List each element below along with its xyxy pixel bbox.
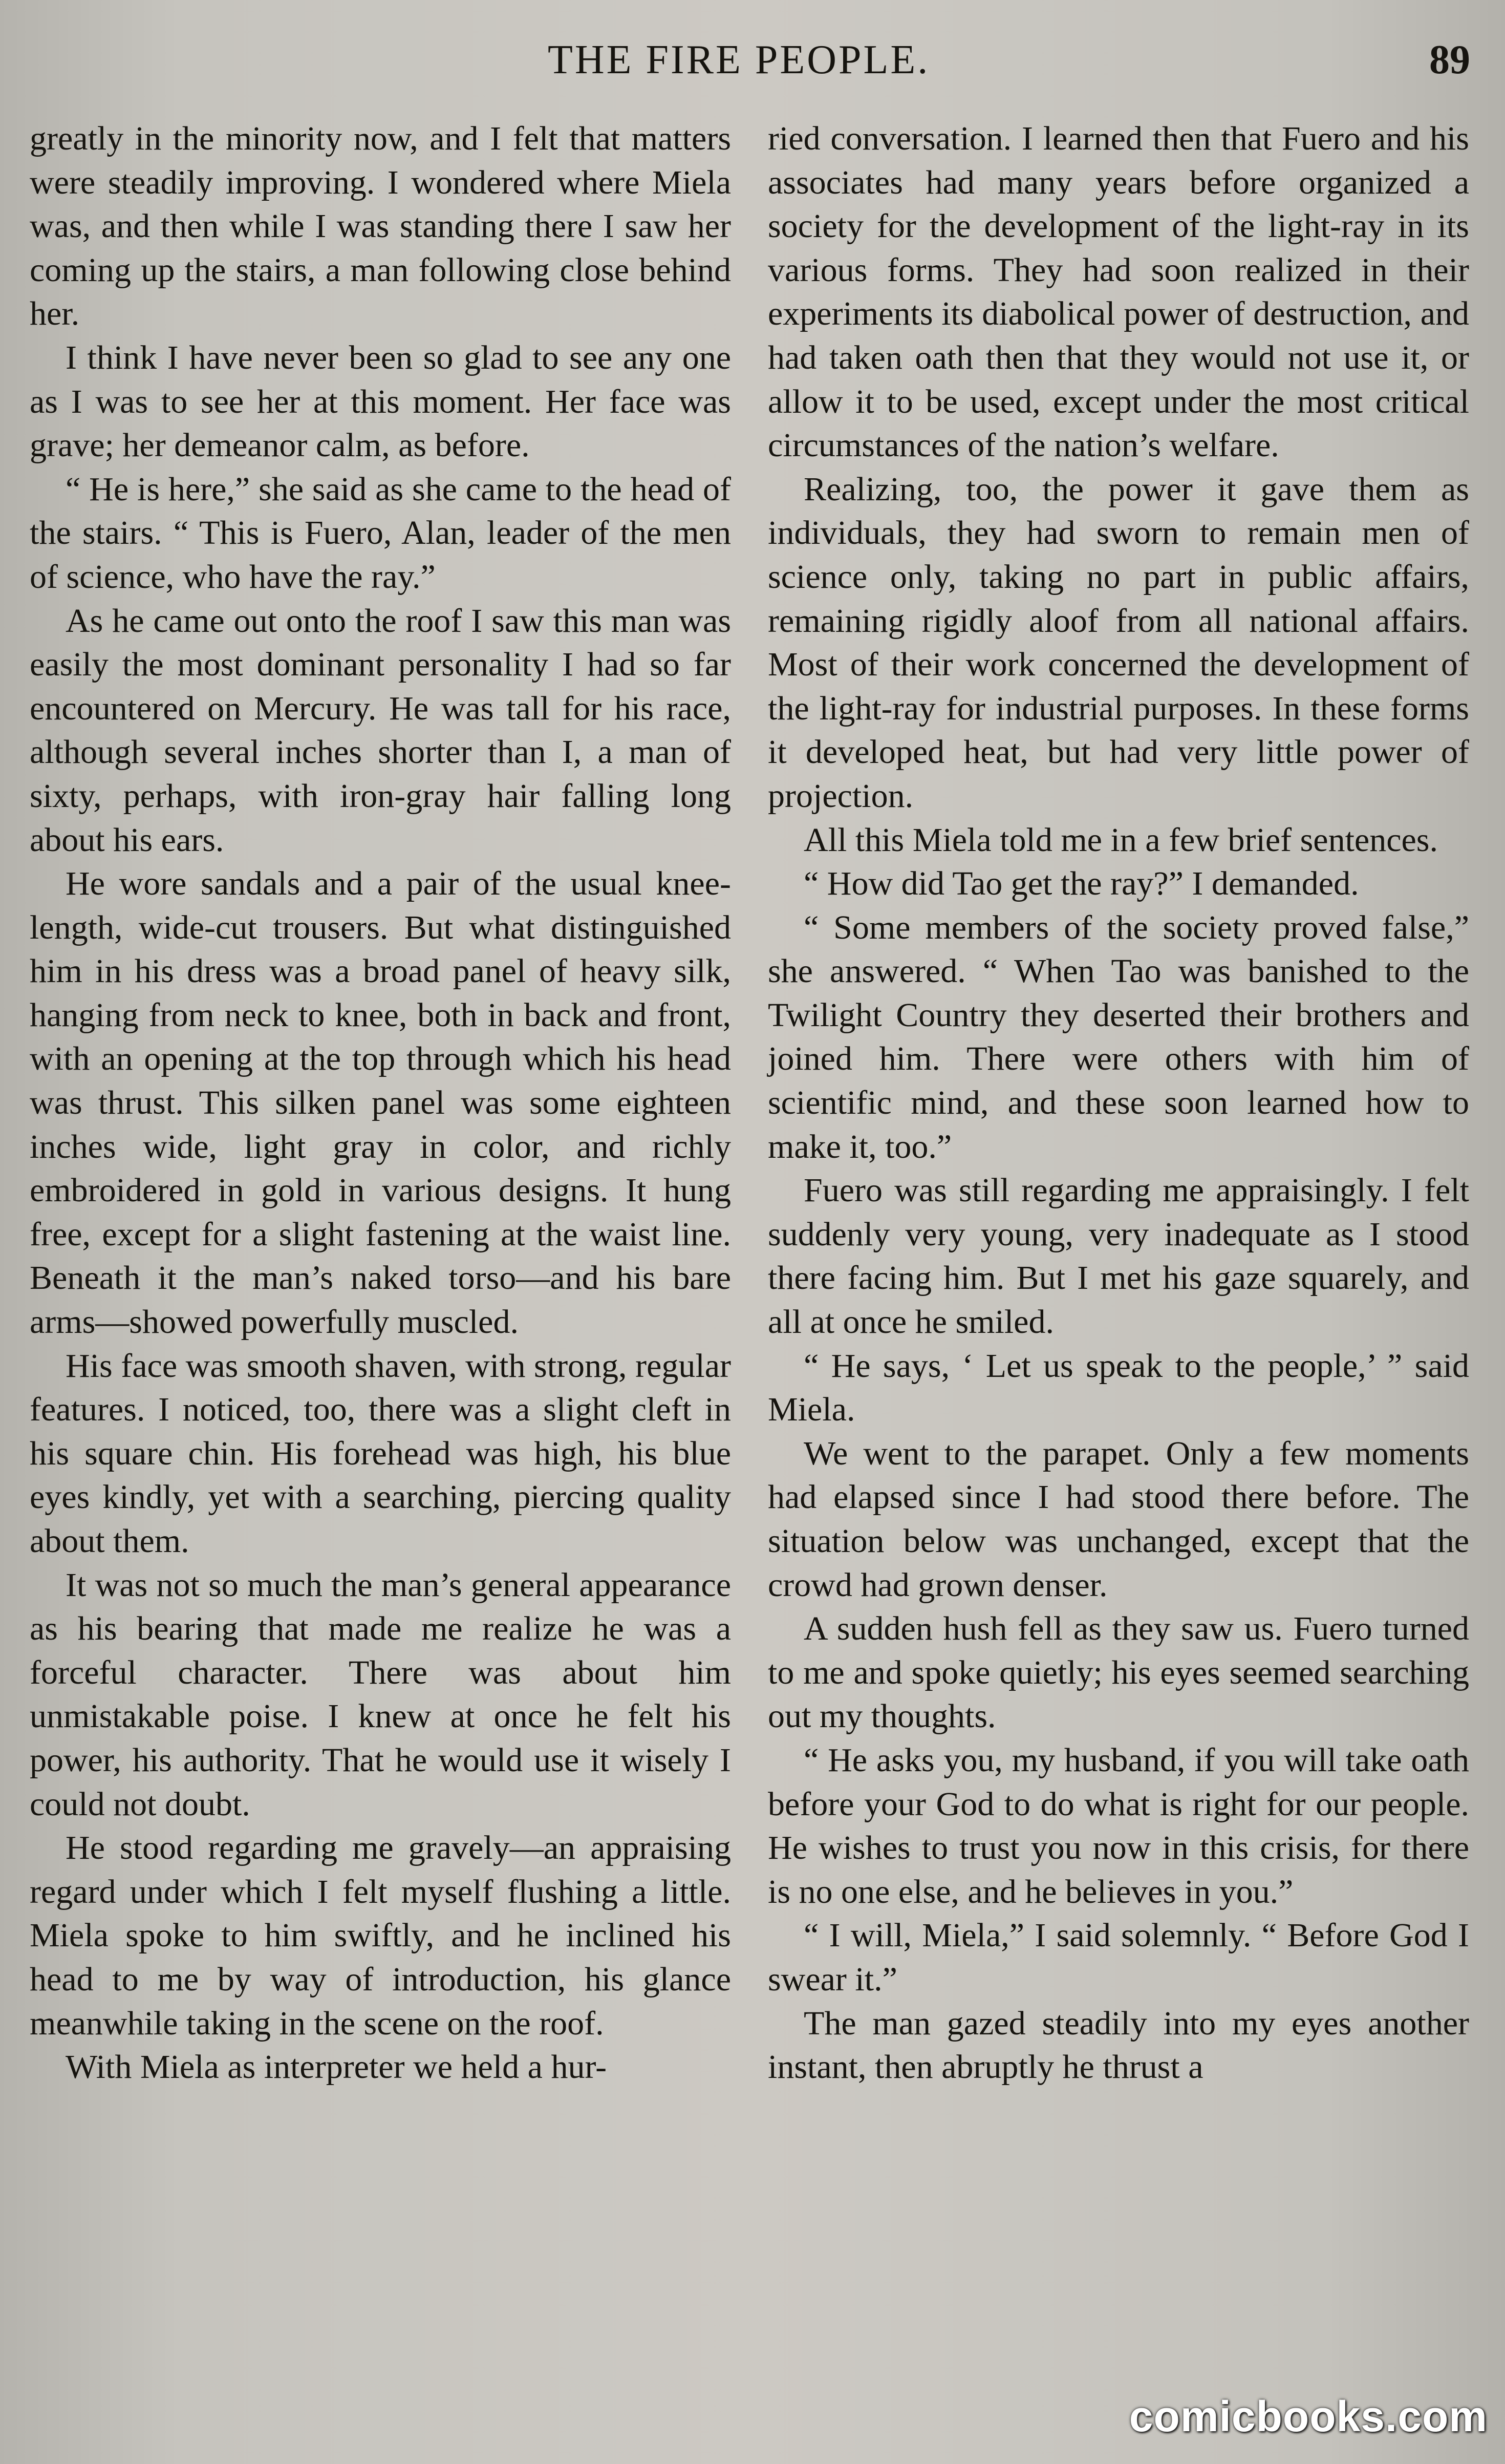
paragraph: A sudden hush fell as they saw us. Fuero turned to me and spoke quietly; his eyes seemed searching out my thoughts.	[768, 1610, 1469, 1735]
paragraph: All this Miela told me in a few brief sentences.	[804, 821, 1438, 859]
paragraph: Realizing, too, the power it gave them as individuals, they had sworn to remain men of science only, taking no part in public affairs, remaining rigidly aloof from all national affairs. Most of their work concerned the development of the light-ray for industrial purposes. In these forms it developed heat, but had very little power of projection.	[768, 470, 1469, 815]
watermark-logo: comicbooks.com	[1129, 2392, 1488, 2440]
running-title: THE FIRE PEOPLE.	[548, 37, 930, 82]
paragraph: “ He is here,” she said as she came to the head of the stairs. “ This is Fuero, Alan, leader of the men of science, who have the ray.”	[30, 470, 731, 596]
paragraph: “ He says, ‘ Let us speak to the people,’ ” said Miela.	[768, 1347, 1469, 1429]
paragraph: “ He asks you, my husband, if you will take oath before your God to do what is right for our people. He wishes to trust you now in this crisis, for there is no one else, and he believes in you.”	[768, 1741, 1469, 1910]
paragraph: “ How did Tao get the ray?” I demanded.	[804, 865, 1359, 903]
paragraph: His face was smooth shaven, with strong, regular features. I noticed, too, there was a slight cleft in his square chin. His forehead was high, his blue eyes kindly, yet with a searching, piercing quality about them.	[30, 1347, 731, 1560]
paragraph: We went to the parapet. Only a few moments had elapsed since I had stood there before. The situation below was unchanged, except that the crowd had grown denser.	[768, 1434, 1469, 1604]
paragraph: “ I will, Miela,” I said solemnly. “ Before God I swear it.”	[768, 1917, 1469, 1998]
paragraph: As he came out onto the roof I saw this man was easily the most dominant personality I had so far encountered on Mercury. He was tall for his race, although several inches shorter than I, a man of sixty, perhaps, with iron-gray hair falling long about his ears.	[30, 602, 731, 859]
paragraph: Fuero was still regarding me appraisingly. I felt suddenly very young, very inadequate as I stood there facing him. But I met his gaze squarely, and all at once he smiled.	[768, 1172, 1469, 1341]
left-column	[30, 117, 731, 2089]
running-head	[0, 32, 1505, 88]
paragraph: I think I have never been so glad to see any one as I was to see her at this moment. Her face was grave; her demeanor calm, as before.	[30, 338, 731, 464]
right-column	[768, 117, 1469, 2089]
paragraph: greatly in the minority now, and I felt that matters were steadily improving. I wondered where Miela was, and then while I was standing there I saw her coming up the stairs, a man following close behind her.	[30, 120, 731, 333]
paragraph: He wore sandals and a pair of the usual knee-length, wide-cut trousers. But what distinguished him in his dress was a broad panel of heavy silk, hanging from neck to knee, both in back and front, with an opening at the top through which his head was thrust. This silken panel was some eighteen inches wide, light gray in color, and richly embroidered in gold in various designs. It hung free, except for a slight fastening at the waist line. Beneath it the man’s naked torso—and his bare arms—showed powerfully muscled.	[30, 865, 731, 1341]
paragraph: ried conversation. I learned then that Fuero and his associates had many years before organized a society for the development of the light-ray in its various forms. They had soon realized in their experiments its diabolical power of destruction, and had taken oath then that they would not use it, or allow it to be used, except under the most critical circumstances of the nation’s welfare.	[768, 120, 1469, 464]
page-number: 89	[1429, 37, 1470, 82]
paragraph: It was not so much the man’s general appearance as his bearing that made me realize he was a forceful character. There was about him unmistakable poise. I knew at once he felt his power, his authority. That he would use it wisely I could not doubt.	[30, 1566, 731, 1823]
paragraph: With Miela as interpreter we held a hur-	[66, 2048, 607, 2086]
paragraph: He stood regarding me gravely—an appraising regard under which I felt myself flushing a little. Miela spoke to him swiftly, and he inclined his head to me by way of introduction, his glance meanwhile taking in the scene on the roof.	[30, 1829, 731, 2042]
paragraph: “ Some members of the society proved false,” she answered. “ When Tao was banished to the Twilight Country they deserted their brothers and joined him. There were others with him of scientific mind, and these soon learned how to make it, too.”	[768, 908, 1469, 1165]
paragraph: The man gazed steadily into my eyes another instant, then abruptly he thrust a	[768, 2004, 1469, 2086]
